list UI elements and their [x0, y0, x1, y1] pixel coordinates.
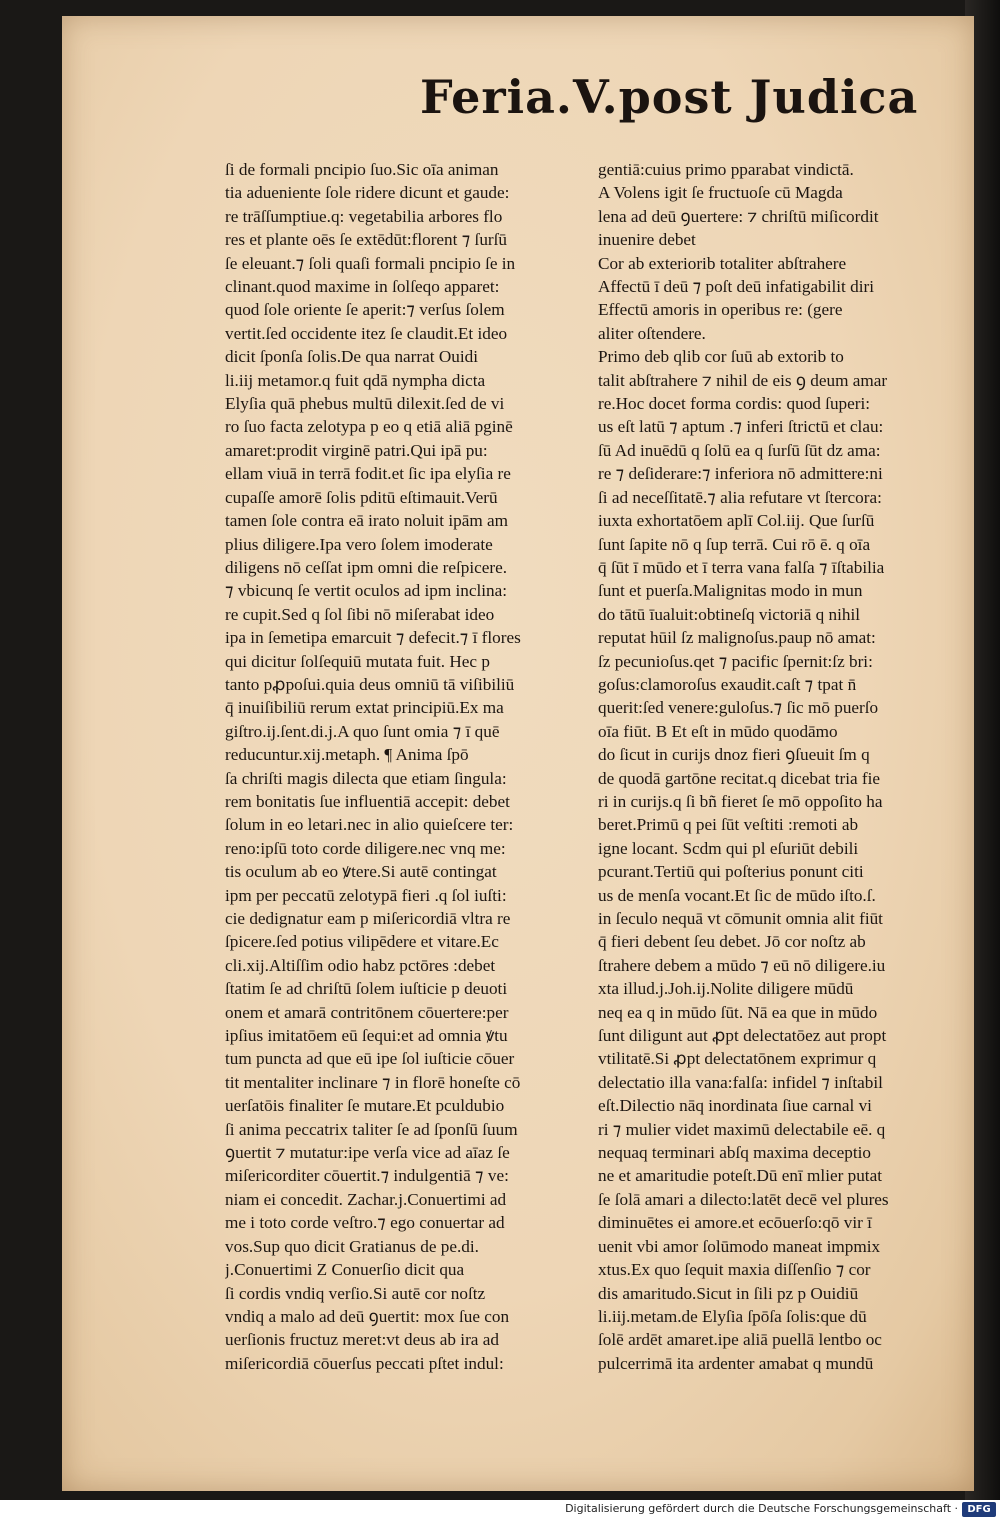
text-line: dis amaritudo.Sicut in ſili pz p Ouidiū	[598, 1283, 859, 1303]
text-line: q̄ ſūt ī mūdo et ī terra vana falſa ⁊ īſtabilia	[598, 557, 885, 577]
text-line: ſolē ardēt amaret.ipe aliā puellā lentbo oc	[598, 1330, 882, 1350]
text-line: ⁊ vbicunq ſe vertit oculos ad ipm inclina:	[225, 581, 508, 601]
text-line: diligens nō ceſſat ipm omni die reſpicere.	[225, 557, 508, 577]
text-line: gentiā:cuius primo pparabat vindictā.	[598, 160, 854, 179]
text-line: cupaſſe amorē ſolis pditū eſtimauit.Verū	[225, 487, 498, 507]
text-line: ſtrahere debem a mūdo ⁊ eū nō diligere.iu	[598, 955, 886, 975]
text-line: ſunt diligunt aut ꝓpt delectatōez aut propt	[598, 1026, 887, 1046]
text-line: delectatio illa vana:falſa: infidel ⁊ inſtabil	[598, 1072, 883, 1092]
text-line: in ſeculo nequā vt cōmunit omnia alit fiūt	[598, 909, 883, 928]
text-line: cie dedignatur eam p miſericordiā vltra re	[225, 909, 511, 928]
text-line: qui dicitur ſolſequiū mutata fuit. Hec p	[225, 651, 490, 671]
text-line: ſi cordis vndiq verſio.Si autē cor noſtz	[225, 1283, 486, 1303]
text-line: niam ei concedit. Zachar.j.Conuertimi ad	[225, 1189, 507, 1209]
text-line: de quodā gartōne recitat.q dicebat tria fie	[598, 768, 881, 788]
text-line: li.iij metamor.q fuit qdā nympha dicta	[225, 370, 486, 390]
text-line: ſunt et puerſa.Malignitas modo in mun	[598, 581, 863, 601]
text-line: diminuētes ei amore.et ecōuerſo:qō vir ī	[598, 1213, 872, 1233]
text-line: lena ad deū ꝯuertere: ⁊ chriſtū miſicordit	[598, 206, 879, 226]
text-line: ſi anima peccatrix taliter ſe ad ſponſū ſuum	[225, 1119, 518, 1139]
text-line: q̄ inuiſibiliū rerum extat principiū.Ex ma	[225, 698, 504, 718]
funding-credit: Digitalisierung gefördert durch die Deutsche Forschungsgemeinschaft ·	[565, 1502, 958, 1515]
text-line: ipſius imitatōem eū ſequi:et ad omnia ꝟtu	[225, 1026, 508, 1046]
text-line: xtus.Ex quo ſequit maxia diſſenſio ⁊ cor	[598, 1260, 871, 1280]
text-column-right	[598, 158, 966, 1375]
text-line: ri ⁊ mulier videt maximū delectabile eē. q	[598, 1119, 886, 1139]
text-line: re cupit.Sed q ſol ſibi nō miſerabat ideo	[225, 604, 495, 624]
text-line: rem bonitatis ſue influentiā accepit: debet	[225, 791, 510, 811]
text-line: eſt.Dilectio nāq inordinata ſiue carnal vi	[598, 1096, 872, 1116]
text-line: goſus:clamoroſus exaudit.caſt ⁊ tpat n̄	[598, 674, 857, 694]
text-line: re trāſſumptiue.q: vegetabilia arbores flo	[225, 206, 503, 226]
text-line: li.iij.metam.de Elyſia ſpōſa ſolis:que dū	[598, 1306, 867, 1326]
text-line: plius diligere.Ipa vero ſolem imoderate	[225, 534, 493, 554]
text-line: ſunt ſapite nō q ſup terrā. Cui rō ē. q oīa	[598, 534, 871, 554]
text-line: pulcerrimā ita ardenter amabat q mundū	[598, 1353, 874, 1373]
text-line: igne locant. Scdm qui pl eſuriūt debili	[598, 838, 859, 858]
text-line: ſtatim ſe ad chriſtū ſolem iuſticie p deuoti	[225, 979, 508, 999]
running-head: Feria.V.post Judica	[420, 70, 919, 124]
text-line: us de menſa vocant.Et ſic de mūdo iſto.ſ.	[598, 885, 876, 905]
text-line: res et plante oēs ſe extēdūt:florent ⁊ ſurſū	[225, 230, 508, 250]
text-line: vtilitatē.Si ꝓpt delectatōnem exprimur q	[598, 1049, 877, 1069]
text-line: ſe eleuant.⁊ ſoli quaſi formali pncipio ſe in	[225, 253, 516, 273]
text-line: neq ea q in mūdo ſūt. Nā ea que in mūdo	[598, 1002, 878, 1022]
text-line: do ſicut in curijs dnoz fieri ꝯſueuit ſm q	[598, 745, 870, 765]
text-line: amaret:prodit virginē patri.Qui ipā pu:	[225, 440, 488, 460]
text-line: vertit.ſed occidente itez ſe claudit.Et ideo	[225, 323, 508, 343]
text-line: tamen ſole contra eā irato noluit ipām am	[225, 511, 509, 531]
text-line: quod ſole oriente ſe aperit:⁊ verſus ſolem	[225, 300, 505, 320]
text-line: ſz pecunioſus.qet ⁊ pacific ſpernit:ſz bri:	[598, 651, 873, 671]
text-line: vndiq a malo ad deū ꝯuertit: mox ſue con	[225, 1306, 510, 1326]
text-line: miſericordiā cōuerſus peccati pſtet indul:	[225, 1353, 504, 1373]
text-line: tum puncta ad que eū ipe ſol iuſticie cōuer	[225, 1049, 515, 1069]
text-line: miſericorditer cōuertit.⁊ indulgentiā ⁊ ve:	[225, 1166, 509, 1186]
text-line: xta illud.j.Joh.ij.Nolite diligere mūdū	[598, 979, 854, 999]
text-line: cli.xij.Altiſſim odio habz pctōres :debet	[225, 955, 496, 975]
text-line: me i toto corde veſtro.⁊ ego conuertar ad	[225, 1213, 505, 1233]
text-line: talit abſtrahere ⁊ nihil de eis ꝯ deum amar	[598, 370, 888, 390]
text-line: oīa fiūt. B Et eſt in mūdo quodāmo	[598, 721, 838, 741]
text-line: re ⁊ deſiderare:⁊ inferiora nō admittere:ni	[598, 464, 883, 484]
text-line: Effectū amoris in operibus re: (gere	[598, 300, 843, 320]
text-line: ſi ad neceſſitatē.⁊ alia refutare vt ſtercora:	[598, 487, 882, 507]
text-line: ſe ſolā amari a dilecto:latēt decē vel plures	[598, 1189, 889, 1209]
text-line: nequaq terminari abſq maxima deceptio	[598, 1143, 871, 1163]
text-line: tis oculum ab eo ꝟtere.Si autē contingat	[225, 862, 497, 882]
text-line: re.Hoc docet forma cordis: quod ſuperi:	[598, 394, 871, 414]
text-line: ne et amaritudie poteſt.Dū enī mlier putat	[598, 1166, 882, 1186]
text-line: Primo deb qlib cor ſuū ab extorib to	[598, 347, 844, 367]
text-column-left	[225, 158, 593, 1375]
text-line: ipm per peccatū zelotypā fieri .q ſol iuſti:	[225, 885, 507, 905]
text-line: ꝯuertit ⁊ mutatur:ipe verſa vice ad aīaz ſe	[225, 1143, 510, 1163]
text-line: uerſatōis finaliter ſe mutare.Et pculdubio	[225, 1096, 505, 1116]
text-line: beret.Primū q pei ſūt veſtiti :remoti ab	[598, 815, 859, 835]
text-line: Elyſia quā phebus multū dilexit.ſed de vi	[225, 394, 505, 414]
text-line: uerſionis fructuz meret:vt deus ab ira ad	[225, 1330, 499, 1350]
text-line: giſtro.ij.ſent.di.j.A quo ſunt omia ⁊ ī quē	[225, 721, 500, 741]
text-line: ſū Ad inuēdū q ſolū ea q ſurſū ſūt dz ama:	[598, 440, 881, 460]
text-line: ri in curijs.q ſi bñ fieret ſe mō oppoſito ha	[598, 791, 883, 811]
text-line: dicit ſponſa ſolis.De qua narrat Ouidi	[225, 347, 478, 367]
text-line: querit:ſed venere:guloſus.⁊ ſic mō puerſo	[598, 698, 879, 718]
text-line: A Volens igit ſe fructuoſe cū Magda	[598, 183, 843, 203]
text-line: reducuntur.xij.metaph. ¶ Anima ſpō	[225, 745, 469, 765]
text-line: iuxta exhortatōem aplī Col.iij. Que ſurſū	[598, 511, 875, 531]
text-line: vos.Sup quo dicit Gratianus de pe.di.	[225, 1236, 479, 1256]
text-line: ſi de formali pncipio ſuo.Sic oīa animan	[225, 160, 499, 179]
text-line: clinant.quod maxime in ſolſeqo apparet:	[225, 277, 500, 297]
text-line: reno:ipſū toto corde diligere.nec vnq me:	[225, 838, 506, 858]
text-line: ſolum in eo letari.nec in alio quieſcere ter:	[225, 815, 514, 835]
text-line: uenit vbi amor ſolūmodo maneat impmix	[598, 1236, 881, 1256]
text-line: j.Conuertimi Z Conuerſio dicit qua	[225, 1260, 465, 1280]
text-line: pcurant.Tertiū qui poſterius ponunt citi	[598, 862, 864, 882]
text-line: ipa in ſemetipa emarcuit ⁊ defecit.⁊ ī flores	[225, 628, 521, 648]
text-line: us eſt latū ⁊ aptum .⁊ inferi ſtrictū et clau:	[598, 417, 884, 437]
text-line: inuenire debet	[598, 230, 696, 250]
text-line: ſpicere.ſed potius vilipēdere et vitare.Ec	[225, 932, 499, 952]
text-line: ellam viuā in terrā fodit.et ſic ipa elyſia re	[225, 464, 511, 484]
text-line: ſa chriſti magis dilecta que etiam ſingula:	[225, 768, 507, 788]
text-line: q̄ fieri debent ſeu debet. Jō cor noſtz ab	[598, 932, 866, 952]
text-line: Cor ab exteriorib totaliter abſtrahere	[598, 253, 847, 273]
text-line: do tātū īualuit:obtineſq victoriā q nihil	[598, 604, 861, 624]
dfg-logo: DFG	[962, 1502, 996, 1517]
text-line: tanto pꝓpoſui.quia deus omniū tā viſibiliū	[225, 674, 515, 694]
text-line: reputat hūil ſz malignoſus.paup nō amat:	[598, 628, 876, 648]
text-line: Affectū ī deū ⁊ poſt deū infatigabilit diri	[598, 277, 874, 297]
text-line: onem et amarā contritōnem cōuertere:per	[225, 1002, 509, 1022]
text-line: aliter oſtendere.	[598, 323, 706, 343]
text-line: tit mentaliter inclinare ⁊ in florē honeſte cō	[225, 1072, 521, 1092]
text-line: tia adueniente ſole ridere dicunt et gaude:	[225, 183, 510, 203]
text-line: ro ſuo facta zelotypa p eo q etiā aliā pginē	[225, 417, 513, 437]
